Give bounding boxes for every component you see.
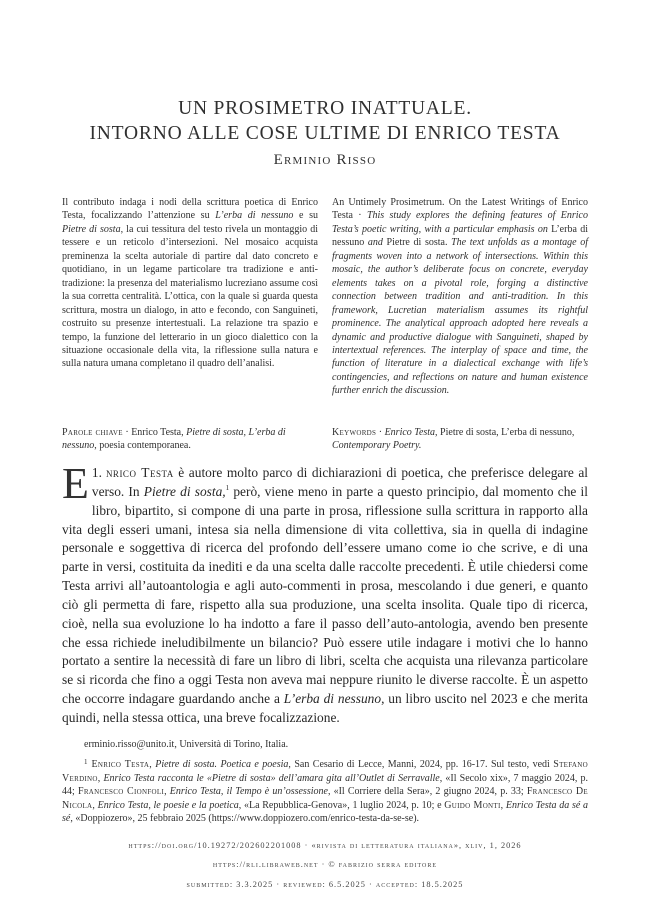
drop-cap: E: [62, 459, 89, 508]
article-author: Erminio Risso: [273, 152, 377, 168]
keywords-it-separator: ·: [122, 427, 132, 438]
fn-author-3: Francesco Cionfoli: [77, 786, 165, 797]
abstract-en-separator: ·: [352, 210, 367, 222]
fn-author-2: Stefano Verdino: [62, 759, 588, 784]
footnote-1: [62, 756, 588, 826]
fn-sep-1: ,: [149, 759, 156, 770]
abstract-english: [332, 196, 588, 398]
author-affiliation: erminio.risso@unito.it, Università di Torino, Italia.: [84, 739, 289, 750]
abstract-it-book-2: Pietre di sosta,: [62, 223, 124, 235]
keywords-it-label: Parole chiave: [62, 427, 123, 438]
keywords-it-part-3: , poesia contemporanea.: [94, 440, 191, 452]
section-number: 1.: [91, 465, 102, 480]
keywords-italian: [62, 426, 318, 453]
keywords-en-part-1: Enrico Testa: [384, 427, 436, 438]
abstract-it-text-3: la cui tessitura del testo rivela un montaggio di tessere e un reticolo d’intersezioni. Nel mosaico acquista preminenza la scelta autoriale di partire dal dato concreto e quotidiano, in un legame particolare tra tradizione e anti-tradizione: la presenza del materialismo lucreziano assume così la sua corretta centralità. L’ottica, con la quale si guarda questa scrittura, mostra un dialogo, in atto e fecondo, con Sanguineti, costruito su presenze intertestuali. La relazione tra spazio e tempo, la funzione del letterario in un gioco dialettico con la situazione occasionale della vita, la riflessione sulla natura e sulla natura umana completano il quadro dell’analisi.: [62, 223, 318, 370]
abstract-en-text-2: The text unfolds as a montage of fragments woven into a network of intersections. Within this mosaic, the author’s deliberate focus on concrete, everyday elements takes on a pivotal role, forging a distinctive connection between tradition and anti-tradition. In this framework, Lucretian materialism assumes its rightful prominence. The analytical approach adopted here reveals a dynamic and productive dialogue with Sanguineti, shaped by intertextual references. The interplay of space and time, the function of literature in a dialectical exchange with life’s contingencies, and reflections on nature and human existence further enrich the discussion.: [332, 237, 588, 397]
fn-title-1: Pietre di sosta. Poetica e poesia: [155, 759, 289, 770]
article-title-line-2: INTORNO ALLE COSE ULTIME DI ENRICO TESTA: [89, 123, 561, 144]
abstract-it-text-1: Il contributo indaga i nodi della scrittura poetica di Enrico Testa, focalizzando l’attenzione su: [62, 197, 318, 222]
abstract-it-text-2: e su: [293, 210, 318, 222]
publisher-line[interactable]: https://rli.libraweb.net · © fabrizio serra editore: [212, 860, 438, 869]
keywords-en-separator: ·: [376, 427, 385, 438]
abstract-en-text-1: This study explores the defining features of Enrico Testa’s poetic writing, with a particular emphasis on: [332, 210, 588, 235]
fn-sep-3: ,: [164, 786, 170, 797]
body-text-3: , un libro uscito nel 2023 e che merita quindi, nella stessa ottica, una breve focalizzazione.: [62, 691, 588, 725]
keywords-en-part-2: , Pietre di sosta, L’erba di nessuno,: [435, 427, 575, 438]
footnote-1-number: 1: [84, 758, 88, 766]
fn-text-2: , «Il Secolo xix», 7 maggio 2024, p. 44;: [62, 772, 589, 797]
fn-author-4: Francesco De Nicola: [62, 786, 588, 811]
footnote-ref-1[interactable]: 1: [225, 483, 230, 492]
fn-author-1: Enrico Testa: [91, 759, 150, 770]
fn-title-5: Enrico Testa da sé a sé: [62, 799, 588, 824]
abstract-en-title: An Untimely Prosimetrum. On the Latest Writings of Enrico Testa: [332, 197, 588, 222]
body-book-2: L’erba di nessuno: [283, 691, 382, 707]
fn-title-4: Enrico Testa, le poesie e la poetica: [97, 799, 239, 811]
fn-title-3: Enrico Testa, il Tempo è un’ossessione: [169, 786, 328, 797]
keywords-english: [332, 426, 588, 453]
abstract-it-book-1: L’erba di nessuno: [215, 210, 294, 222]
fn-author-5: Guido Monti: [444, 799, 501, 811]
fn-sep-4: ,: [92, 799, 98, 811]
keywords-en-label: Keywords: [332, 427, 377, 438]
fn-title-2: Enrico Testa racconta le «Pietre di sosta» dell’amara gita all’Outlet di Serravalle: [103, 772, 440, 784]
abstract-en-and: and: [364, 237, 387, 249]
fn-text-5: , «Doppiozero», 25 febbraio 2025 (https://www.doppiozero.com/enrico-testa-da-se-se).: [70, 813, 420, 824]
body-section-1: [62, 459, 588, 728]
fn-sep-2: ,: [97, 772, 104, 784]
fn-text-4: , «La Repubblica-Genova», 1 luglio 2024, p. 10; e: [238, 799, 445, 811]
doi-line[interactable]: https://doi.org/10.19272/202602201008 · «rivista di letteratura italiana», xliv, 1, 2026: [128, 841, 522, 850]
fn-text-3: , «Il Corriere della Sera», 2 giugno 2024, p. 33;: [327, 786, 527, 797]
abstract-italian: [62, 196, 318, 371]
body-text-1: è autore molto parco di dichiarazioni di poetica, che preferisce delegare al verso. In: [91, 465, 588, 499]
abstract-en-book-1: L’erba di nessuno: [332, 223, 588, 249]
fn-sep-5: ,: [500, 799, 506, 811]
body-text-2: però, viene meno in parte a questo principio, dal momento che il libro, bipartito, si compone di una parte in prosa, riflessione sulla scrittura in rapporto alla vita degli esseri umani, intesa sia nella dimensione di vita collettiva, sia in quella di indagine personale e soggettiva di ricerca del profondo dell’essere umano come io che scrive, e di una parte in versi, costituita da inediti e da una scelta dalle raccolte precedenti. È utile chiedersi come Testa arrivi all’autoantologia e agli auto-commenti in prosa, mescolando i due generi, e quanto ciò gli permetta di fare, rispetto alla sua produzione, una scelta insolita. Quale tipo di ricerca, cioè, nella sua evoluzione lo ha indotto a fare il passo dell’auto-antologia, avendo ben presente che essa richiede ineludibilmente un bilancio? Può essere utile indagare i motivi che lo hanno portato a sentire la necessità di fare un libro di libri, scelta che acquista una rilevanza particolare se si ricorda che fino a oggi Testa non aveva mai neppure riunito le diverse raccolte. È un aspetto che occorre indagare guardando anche a: [62, 483, 588, 707]
keywords-it-part-1: Enrico Testa,: [131, 427, 187, 438]
article-title-line-1: UN PROSIMETRO INATTUALE.: [178, 98, 472, 119]
body-smallcaps-start: nrico Testa: [105, 465, 174, 480]
abstract-en-book-2: Pietre di sosta.: [386, 237, 448, 249]
keywords-it-part-2: Pietre di sosta, L’erba di nessuno: [62, 427, 286, 452]
body-book-1: Pietre di sosta,: [143, 483, 226, 499]
dates-line: submitted: 3.3.2025 · reviewed: 6.5.2025 · accepted: 18.5.2025: [186, 880, 464, 889]
fn-text-1: , San Cesario di Lecce, Manni, 2024, pp. 16-17. Sul testo, vedi: [288, 759, 554, 770]
keywords-en-part-3: Contemporary Poetry.: [332, 440, 422, 452]
